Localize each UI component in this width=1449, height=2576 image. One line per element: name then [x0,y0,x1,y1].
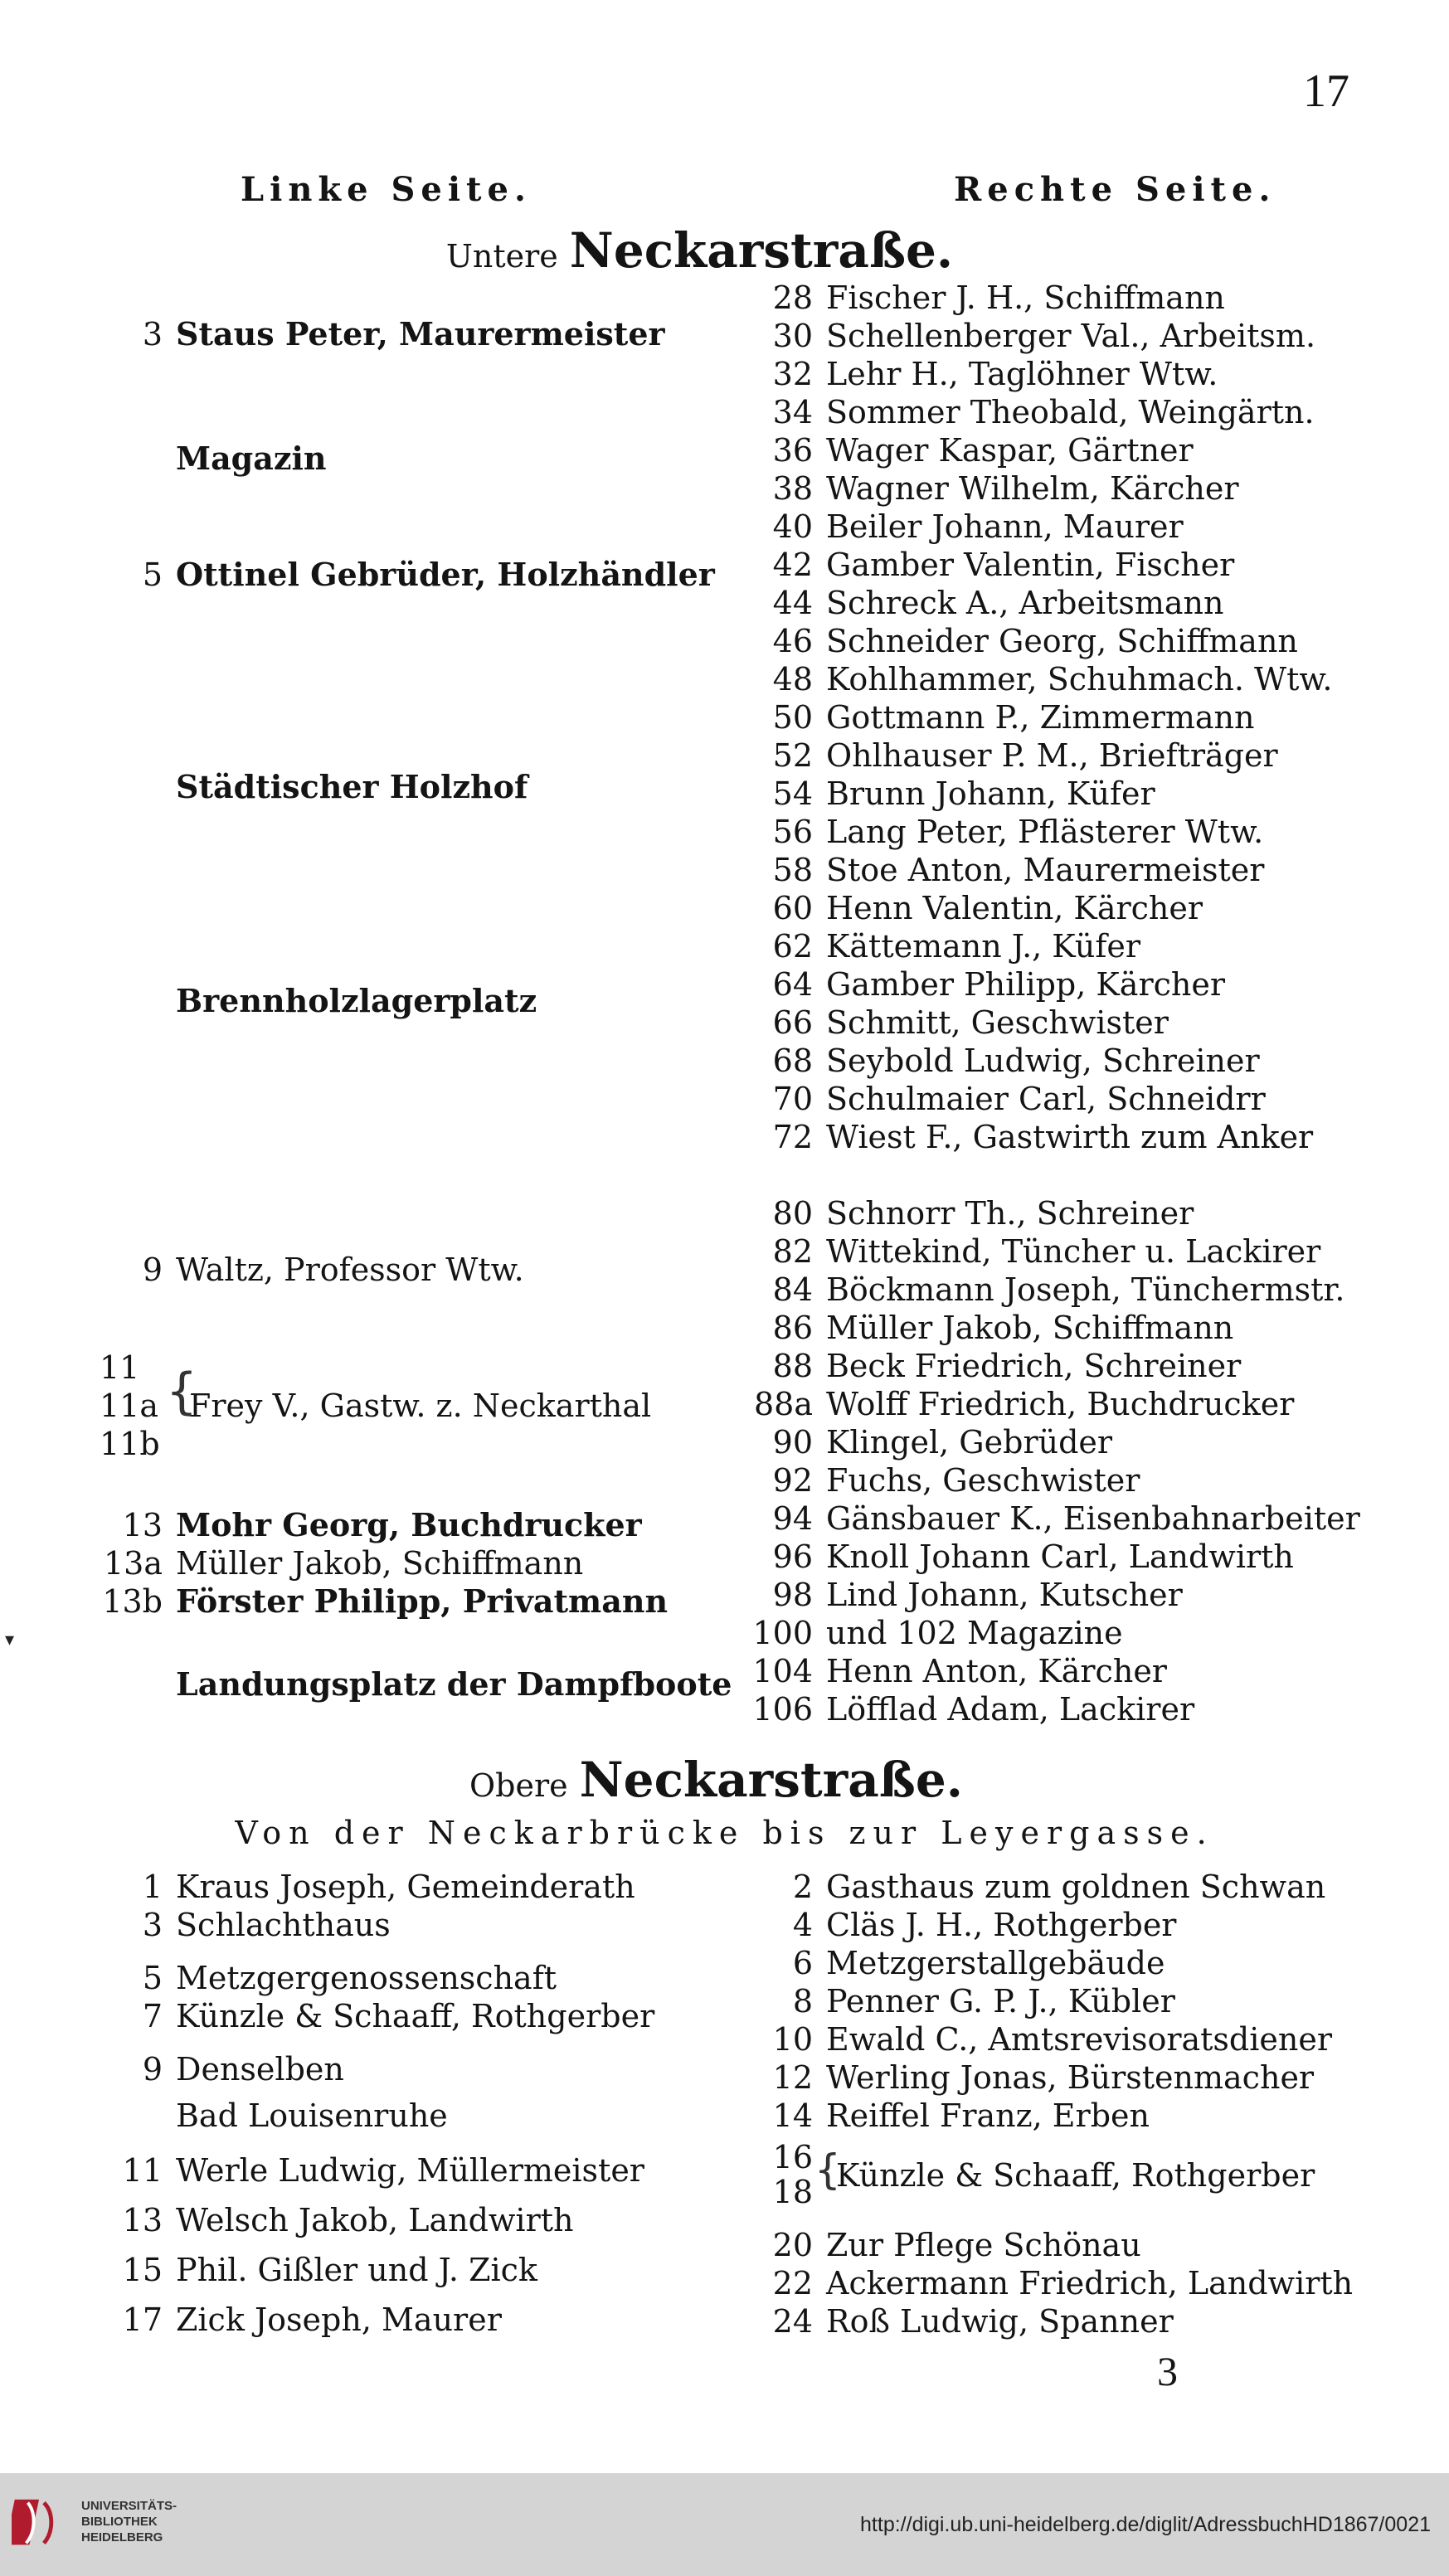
house-number: 8 [792,1983,813,2019]
list-item [722,1982,1175,2020]
house-number: 9 [142,1252,163,1288]
house-number: 9 [142,2051,163,2088]
resident-name: Stoe Anton, Maurermeister [826,852,1265,888]
resident-name: Henn Valentin, Kärcher [826,890,1203,926]
resident-name: Brennholzlagerplatz [176,982,537,1019]
list-item [100,1665,732,1704]
resident-name: Schneider Georg, Schiffmann [826,623,1298,659]
resident-name: Schlachthaus [176,1907,391,1943]
list-item [722,1868,1325,1906]
house-number: 11b [100,1426,160,1462]
house-number: 5 [142,1960,163,1996]
list-item [100,1868,635,1906]
resident-name: Magazin [176,440,327,477]
street-heading-upper [0,1752,1441,1808]
resident-name: Klingel, Gebrüder [826,1424,1113,1461]
list-item [722,1652,1167,1690]
list-item [722,736,1278,775]
resident-name: Frey V., Gastw. z. Neckarthal [189,1388,652,1424]
house-number: 82 [772,1233,813,1270]
list-item [722,2020,1332,2058]
list-item [100,2097,448,2135]
list-item [100,982,537,1020]
resident-name: Schulmaier Carl, Schneidrr [826,1081,1266,1117]
resident-name: Städtischer Holzhof [176,768,528,805]
list-item [722,2058,1314,2097]
list-item [100,2151,644,2190]
house-number: 22 [772,2265,813,2301]
list-item [722,1538,1294,1576]
resident-name: Landungsplatz der Dampfboote [176,1665,732,1703]
house-number: 106 [752,1691,813,1728]
list-item [722,2097,1150,2135]
list-item [722,851,1264,889]
list-item [100,1906,391,1944]
source-url-link[interactable]: http://digi.ub.uni-heidelberg.de/diglit/AdressbuchHD1867/0021 [860,2513,1431,2536]
list-item [722,698,1255,736]
resident-name: Penner G. P. J., Kübler [826,1983,1175,2019]
margin-mark: ▾ [5,1630,15,1650]
house-number: 70 [772,1081,813,1117]
house-number: 80 [772,1195,813,1232]
list-item [722,1499,1360,1538]
street-prefix: Untere [445,238,558,275]
brace-icon: { [166,1363,198,1421]
resident-name: Denselben [176,2051,344,2088]
list-item [100,2251,537,2289]
list-item [722,660,1332,698]
house-number: 100 [752,1615,813,1651]
list-item [722,317,1315,355]
house-number: 86 [772,1310,813,1346]
house-number: 28 [772,279,813,316]
house-number: 30 [772,318,813,354]
resident-name: und 102 Magazine [826,1615,1123,1651]
house-number: 20 [772,2227,813,2263]
resident-name: Beck Friedrich, Schreiner [826,1348,1242,1384]
list-item [100,768,528,806]
resident-name: Ottinel Gebrüder, Holzhändler [176,556,715,593]
list-item [722,2264,1353,2302]
street-title: Neckarstraße. [569,222,954,279]
list-item [722,431,1194,469]
resident-name: Reiffel Franz, Erben [826,2097,1150,2134]
resident-name: Ewald C., Amtsrevisoratsdiener [826,2021,1333,2058]
house-number: 11 [122,2152,163,2189]
resident-name: Staus Peter, Maurermeister [176,315,665,352]
list-item [722,775,1155,813]
library-name-line: HEIDELBERG [81,2530,163,2544]
house-number: 62 [772,928,813,965]
resident-name: Beiler Johann, Maurer [826,508,1184,545]
house-number: 32 [772,356,813,392]
house-number: 13 [122,2202,163,2238]
signature-mark: 3 [1157,2348,1178,2394]
house-number: 16 [772,2139,813,2175]
brace-icon: { [814,2146,841,2194]
bracketed-entry [100,1349,763,1465]
resident-name: Förster Philipp, Privatmann [176,1582,669,1620]
list-item [722,1906,1176,1944]
house-number: 13b [102,1583,163,1620]
list-item [722,2226,1141,2264]
list-item [722,1004,1169,1042]
resident-name: Knoll Johann Carl, Landwirth [826,1538,1294,1575]
library-name-line: BIBLIOTHEK [81,2515,158,2529]
list-item [100,1997,654,2035]
resident-name: Fuchs, Geschwister [826,1462,1140,1499]
house-number: 3 [142,1907,163,1943]
house-number: 12 [772,2059,813,2096]
house-number: 56 [772,814,813,850]
street-prefix: Obere [469,1767,568,1804]
list-item [722,622,1298,660]
resident-name: Ackermann Friedrich, Landwirth [826,2265,1354,2301]
list-item [100,440,327,478]
list-item [722,1461,1140,1499]
house-number: 52 [772,737,813,774]
resident-name: Müller Jakob, Schiffmann [176,1545,584,1582]
house-number: 60 [772,890,813,926]
page-number: 17 [1303,66,1349,117]
house-number: 34 [772,394,813,430]
house-number: 2 [792,1869,813,1905]
resident-name: Gänsbauer K., Eisenbahnarbeiter [826,1500,1360,1537]
resident-name: Wolff Friedrich, Buchdrucker [826,1386,1295,1422]
resident-name: Metzgergenossenschaft [176,1960,557,1996]
house-number: 96 [772,1538,813,1575]
list-item [100,315,665,353]
resident-name: Künzle & Schaaff, Rothgerber [836,2157,1315,2194]
list-item [722,279,1225,317]
house-number: 58 [772,852,813,888]
house-number: 54 [772,775,813,812]
resident-name: Müller Jakob, Schiffmann [826,1310,1234,1346]
resident-name: Böckmann Joseph, Tünchermstr. [826,1271,1345,1308]
list-item [722,1385,1294,1423]
resident-name: Lehr H., Taglöhner Wtw. [826,356,1218,392]
list-item [722,1080,1266,1118]
house-number: 42 [772,547,813,583]
resident-name: Roß Ludwig, Spanner [826,2303,1174,2340]
list-item [100,1251,524,1289]
list-item [722,889,1203,927]
library-name-line: UNIVERSITÄTS- [81,2499,177,2513]
list-item [722,508,1184,546]
resident-name: Waltz, Professor Wtw. [176,1252,524,1288]
bracketed-entry [722,2138,1385,2218]
resident-name: Phil. Gißler und J. Zick [176,2252,537,2288]
house-number: 13 [122,1507,163,1543]
house-number: 10 [772,2021,813,2058]
resident-name: Fischer J. H., Schiffmann [826,279,1225,316]
resident-name: Lang Peter, Pflästerer Wtw. [826,814,1264,850]
list-item [722,2302,1174,2340]
house-number: 6 [792,1945,813,1981]
house-number: 90 [772,1424,813,1461]
resident-name: Henn Anton, Kärcher [826,1653,1167,1689]
column-headers [0,170,1449,220]
house-number: 38 [772,470,813,507]
house-number: 3 [142,316,163,352]
library-name [81,2498,177,2545]
house-number: 11a [100,1388,159,1424]
resident-name: Künzle & Schaaff, Rothgerber [176,1998,655,2034]
resident-name: Schnorr Th., Schreiner [826,1195,1194,1232]
resident-name: Mohr Georg, Buchdrucker [176,1506,642,1543]
house-number: 11 [100,1349,140,1386]
list-item [100,1506,642,1544]
list-item [722,1347,1241,1385]
resident-name: Werling Jonas, Bürstenmacher [826,2059,1315,2096]
list-item [722,1118,1313,1156]
house-number: 66 [772,1004,813,1041]
resident-name: Gamber Valentin, Fischer [826,547,1235,583]
resident-name: Wittekind, Tüncher u. Lackirer [826,1233,1321,1270]
house-number: 15 [122,2252,163,2288]
resident-name: Wager Kaspar, Gärtner [826,432,1194,469]
list-item [100,1959,557,1997]
list-item [100,1582,668,1621]
house-number: 14 [772,2097,813,2134]
house-number: 36 [772,432,813,469]
house-number: 88 [772,1348,813,1384]
house-number: 64 [772,966,813,1003]
list-item [722,469,1239,508]
house-number: 94 [772,1500,813,1537]
resident-name: Löfflad Adam, Lackirer [826,1691,1195,1728]
house-number: 40 [772,508,813,545]
list-item [722,393,1315,431]
list-item [722,1232,1320,1271]
resident-name: Schmitt, Geschwister [826,1004,1169,1041]
street-subheading: Von der Neckarbrücke bis zur Leyergasse. [235,1815,1214,1851]
house-number: 7 [142,1998,163,2034]
list-item [100,1544,583,1582]
list-item [722,1194,1194,1232]
resident-name: Gottmann P., Zimmermann [826,699,1255,736]
list-item [722,1614,1123,1652]
house-number: 18 [772,2174,813,2210]
resident-name: Wagner Wilhelm, Kärcher [826,470,1239,507]
list-item [722,1690,1194,1728]
resident-name: Seybold Ludwig, Schreiner [826,1043,1260,1079]
list-item [100,2050,344,2088]
list-item [722,965,1225,1004]
resident-name: Schellenberger Val., Arbeitsm. [826,318,1316,354]
resident-name: Lind Johann, Kutscher [826,1577,1183,1613]
resident-name: Gasthaus zum goldnen Schwan [826,1869,1326,1905]
house-number: 92 [772,1462,813,1499]
list-item [722,546,1234,584]
heidelberg-library-logo-icon [12,2491,76,2556]
resident-name: Zick Joseph, Maurer [176,2301,502,2338]
list-item [722,1423,1112,1461]
list-item [722,927,1140,965]
house-number: 72 [772,1119,813,1155]
house-number: 5 [142,557,163,593]
resident-name: Werle Ludwig, Müllermeister [176,2152,644,2189]
resident-name: Kättemann J., Küfer [826,928,1141,965]
house-number: 50 [772,699,813,736]
list-item [722,1944,1165,1982]
resident-name: Zur Pflege Schönau [826,2227,1141,2263]
list-item [722,1042,1260,1080]
house-number: 4 [792,1907,813,1943]
house-number: 98 [772,1577,813,1613]
list-item [722,355,1218,393]
house-number: 68 [772,1043,813,1079]
left-side-header: Linke Seite. [241,170,532,209]
list-item [722,1271,1344,1309]
street-title: Neckarstraße. [579,1752,963,1808]
resident-name: Welsch Jakob, Landwirth [176,2202,574,2238]
resident-name: Metzgerstallgebäude [826,1945,1165,1981]
resident-name: Kohlhammer, Schuhmach. Wtw. [826,661,1333,697]
house-number: 46 [772,623,813,659]
house-number: 44 [772,585,813,621]
house-number: 1 [142,1869,163,1905]
resident-name: Cläs J. H., Rothgerber [826,1907,1177,1943]
house-number: 88a [753,1386,813,1422]
list-item [722,1576,1183,1614]
house-number: 13a [103,1545,163,1582]
list-item [100,2201,574,2239]
list-item [722,584,1224,622]
footer-bar [0,2473,1449,2576]
resident-name: Bad Louisenruhe [176,2097,448,2134]
house-number: 24 [772,2303,813,2340]
resident-name: Gamber Philipp, Kärcher [826,966,1226,1003]
resident-name: Ohlhauser P. M., Briefträger [826,737,1278,774]
resident-name: Schreck A., Arbeitsmann [826,585,1224,621]
resident-name: Wiest F., Gastwirth zum Anker [826,1119,1314,1155]
house-number: 104 [752,1653,813,1689]
list-item [100,2301,502,2339]
resident-name: Sommer Theobald, Weingärtn. [826,394,1315,430]
list-item [100,556,715,594]
list-item [722,813,1263,851]
street-heading-lower [0,222,1424,279]
resident-name: Kraus Joseph, Gemeinderath [176,1869,635,1905]
house-number: 17 [122,2301,163,2338]
resident-name: Brunn Johann, Küfer [826,775,1155,812]
house-number: 84 [772,1271,813,1308]
right-side-header: Rechte Seite. [954,170,1276,209]
list-item [722,1309,1233,1347]
house-number: 48 [772,661,813,697]
